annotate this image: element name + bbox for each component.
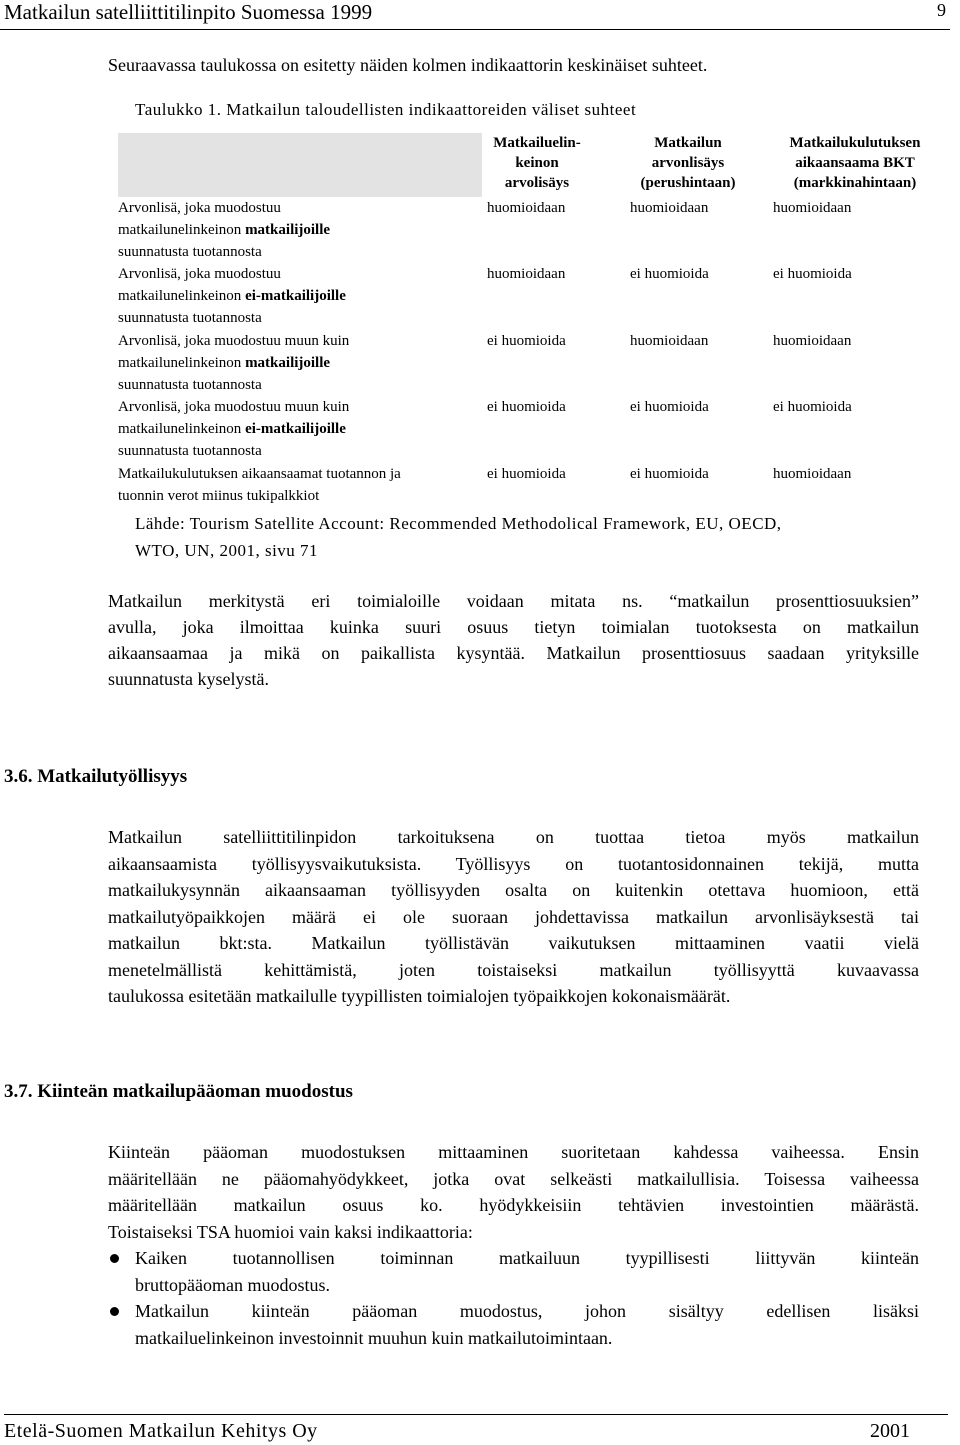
intro-paragraph: Seuraavassa taulukossa on esitetty näiden kolmen indikaattorin keskinäiset suhteet. (108, 55, 708, 75)
table-cell: ei huomioida (630, 266, 709, 282)
header-rule (0, 29, 950, 30)
table-caption: Taulukko 1. Matkailun taloudellisten indikaattoreiden väliset suhteet (135, 100, 637, 119)
paragraph-prosenttiosuudet: Matkailun merkitystä eri toimialoille voidaan mitata ns. “matkailun prosenttiosuuksien” avulla, joka ilmoittaa kuinka suuri osuus tietyn toimialan tuotoksesta on matkailun aikaansaamaa ja mikä on paikallista kysyntää. Matkailun prosenttiosuus saadaan yrityksille suunnatusta kyselystä. (108, 591, 919, 689)
footer-year: 2001 (870, 1420, 910, 1442)
table-cell: huomioidaan (487, 266, 566, 282)
footer-rule (4, 1414, 948, 1415)
table-row-label: Arvonlisä, joka muodostuu matkailunelinkeinon matkailijoille suunnatusta tuotannosta (118, 200, 331, 260)
bullet-icon (110, 1307, 119, 1316)
page-number: 9 (937, 0, 946, 20)
table-source: Lähde: Tourism Satellite Account: Recommended Methodolical Framework, EU, OECD, WTO, UN, 2001, sivu 71 (135, 514, 782, 560)
table-header-shade (118, 133, 482, 197)
table-cell: huomioidaan (773, 466, 852, 482)
footer-publisher: Etelä-Suomen Matkailun Kehitys Oy (4, 1420, 318, 1442)
section-heading-3-6: 3.6. Matkailutyöllisyys (4, 766, 188, 787)
table-row-label: Arvonlisä, joka muodostuu muun kuin matkailunelinkeinon ei-matkailijoille suunnatusta tuotannosta (118, 399, 350, 459)
bullet-icon (110, 1254, 119, 1263)
table-cell: ei huomioida (773, 266, 852, 282)
section-heading-3-7: 3.7. Kiinteän matkailupääoman muodostus (4, 1081, 353, 1102)
table-cell: ei huomioida (487, 333, 566, 349)
table-cell: huomioidaan (773, 200, 852, 216)
table-cell: ei huomioida (487, 466, 566, 482)
table-cell: ei huomioida (487, 399, 566, 415)
table-row-label: Matkailukulutuksen aikaansaamat tuotannon ja tuonnin verot miinus tukipalkkiot (118, 466, 401, 504)
column-header-2: Matkailun arvonlisäys (perushintaan) (640, 135, 736, 191)
section-3-6-body: Matkailun satelliittitilinpidon tarkoituksena on tuottaa tietoa myös matkailun aikaansaamista työllisyysvaikutuksista. Työllisyys on tuotantosidonnainen tekijä, mutta matkailukysynnän aikaansaaman työllisyyden osalta on kuitenkin otettava huomioon, että matkailutyöpaikkojen määrä ei ole suoraan johdettavissa matkailun arvonlisäyksestä tai matkailun bkt:sta. Matkailun työllistävän vaikutuksen mittaaminen vaatii vielä menetelmällistä kehittämistä, joten toistaiseksi matkailun työllisyyttä kuvaavassa taulukossa esitetään matkailulle tyypillisten toimialojen työpaikkojen kokonaismäärät. (108, 827, 919, 1006)
running-header-title: Matkailun satelliittitilinpito Suomessa 1999 (4, 0, 373, 24)
table-cell: huomioidaan (630, 200, 709, 216)
table-cell: huomioidaan (773, 333, 852, 349)
table-cell: ei huomioida (773, 399, 852, 415)
table-cell: huomioidaan (630, 333, 709, 349)
table-cell: huomioidaan (487, 200, 566, 216)
column-header-3: Matkailukulutuksen aikaansaama BKT (markkinahintaan) (789, 135, 921, 191)
bullet-item: Kaiken tuotannollisen toiminnan matkailuun tyypillisesti liittyvän kiinteän bruttopääoman muodostus. (135, 1248, 919, 1295)
section-3-7-body: Kiinteän pääoman muodostuksen mittaaminen suoritetaan kahdessa vaiheessa. Ensin määritellään ne pääomahyödykkeet, jotka ovat selkeästi matkailullisia. Toisessa vaiheessa määritellään matkailun osuus ko. hyödykkeisiin tehtävien investointien määrästä. Toistaiseksi TSA huomioi vain kaksi indikaattoria: (108, 1142, 919, 1242)
bullet-item: Matkailun kiinteän pääoman muodostus, johon sisältyy edellisen lisäksi matkailuelinkeinon investoinnit muuhun kuin matkailutoimintaan. (135, 1301, 919, 1348)
table-row-label: Arvonlisä, joka muodostuu muun kuin matkailunelinkeinon matkailijoille suunnatusta tuotannosta (118, 333, 350, 393)
table-cell: ei huomioida (630, 466, 709, 482)
table-cell: ei huomioida (630, 399, 709, 415)
column-header-1: Matkailuelin- keinon arvolisäys (493, 135, 581, 191)
table-row-label: Arvonlisä, joka muodostuu matkailunelinkeinon ei-matkailijoille suunnatusta tuotannosta (118, 266, 346, 326)
